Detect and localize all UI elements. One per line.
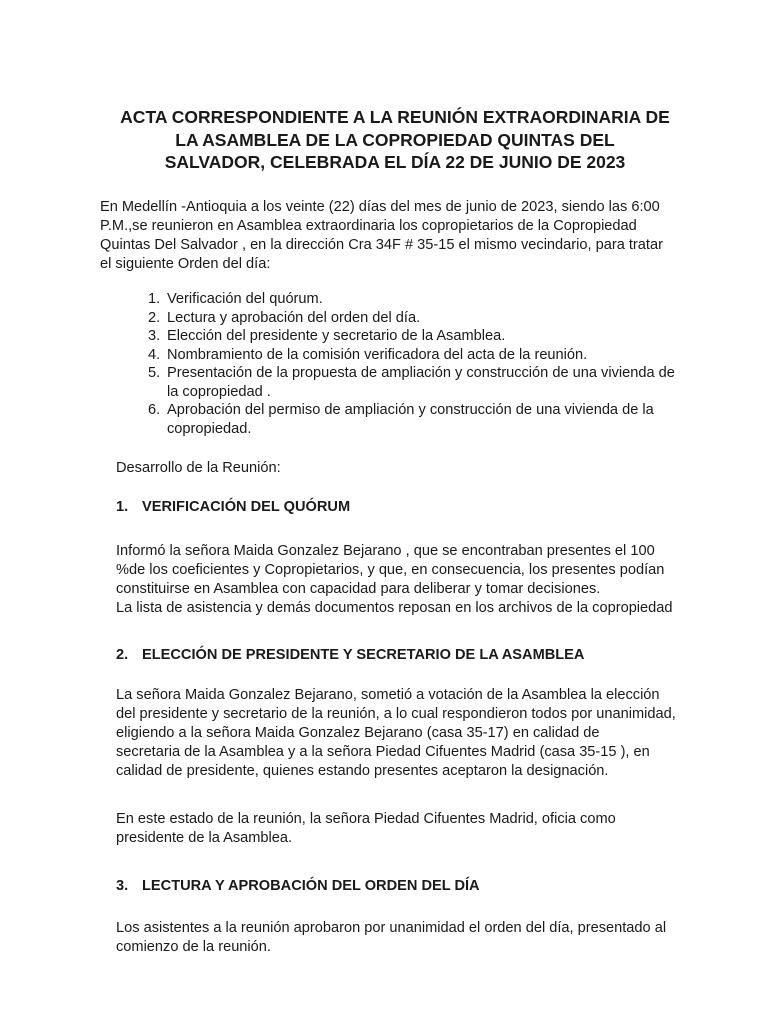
section-paragraph	[116, 542, 673, 618]
agenda-item	[148, 327, 690, 346]
agenda-item	[148, 364, 690, 401]
paragraph-line: secretaria de la Asamblea y a la señora Piedad Cifuentes Madrid (casa 35-15 ), en	[116, 744, 650, 760]
desarrollo-label	[116, 459, 281, 478]
agenda-item-text: Elección del presidente y secretario de la Asamblea.	[167, 328, 506, 344]
agenda-item-text: Nombramiento de la comisión verificadora del acta de la reunión.	[167, 346, 588, 363]
agenda-item-number: 1.	[148, 291, 161, 307]
section-title: VERIFICACIÓN DEL QUÓRUM	[142, 499, 351, 515]
paragraph-line: calidad de presidente, quienes estando presentes aceptaron la designación.	[116, 763, 609, 779]
paragraph-line: En este estado de la reunión, la señora Piedad Cifuentes Madrid, oficia como	[116, 811, 616, 827]
section-title: ELECCIÓN DE PRESIDENTE Y SECRETARIO DE LA ASAMBLEA	[142, 647, 585, 663]
intro-line: P.M.,se reunieron en Asamblea extraordinaria los copropietarios de la Copropiedad	[100, 218, 637, 234]
agenda-item-number: 5.	[148, 365, 161, 381]
paragraph-line: eligiendo a la señora Maida Gonzalez Bejarano (casa 35-17) en calidad de	[116, 725, 600, 741]
section-number: 3.	[116, 878, 129, 894]
paragraph-line: presidente de la Asamblea.	[116, 830, 293, 846]
agenda-item	[148, 309, 690, 328]
paragraph-line: %de los coeficientes y Copropietarios, y que, en consecuencia, los presentes podían	[116, 562, 665, 578]
agenda-item-text: Verificación del quórum.	[167, 291, 323, 307]
paragraph-line: constituirse en Asamblea con capacidad para deliberar y tomar decisiones.	[116, 581, 601, 597]
paragraph-line: comienzo de la reunión.	[116, 939, 271, 955]
section-paragraph	[116, 810, 616, 848]
section-paragraph	[116, 919, 666, 957]
agenda-item-text: copropiedad.	[167, 420, 252, 437]
title-line: LA ASAMBLEA DE LA COPROPIEDAD QUINTAS DEL	[175, 129, 615, 150]
intro-line: el siguiente Orden del día:	[100, 256, 271, 272]
agenda-item-text: la copropiedad .	[167, 383, 271, 400]
section-paragraph	[116, 686, 676, 781]
agenda-list	[148, 290, 690, 438]
agenda-item	[148, 401, 690, 438]
agenda-item-number: 4.	[148, 346, 161, 363]
paragraph-line: Los asistentes a la reunión aprobaron por unanimidad el orden del día, presentado al	[116, 920, 667, 936]
agenda-item-text: Aprobación del permiso de ampliación y construcción de una vivienda de la	[167, 402, 654, 418]
section-number: 1.	[116, 499, 129, 515]
title-line: ACTA CORRESPONDIENTE A LA REUNIÓN EXTRAORDINARIA DE	[120, 107, 670, 127]
intro-line: En Medellín -Antioquia a los veinte (22) días del mes de junio de 2023, siendo las 6:00	[100, 199, 660, 215]
section-title: LECTURA Y APROBACIÓN DEL ORDEN DEL DÍA	[142, 878, 480, 894]
agenda-item	[148, 290, 690, 309]
desarrollo-text: Desarrollo de la Reunión:	[116, 460, 281, 476]
intro-paragraph	[100, 198, 663, 274]
paragraph-line: La señora Maida Gonzalez Bejarano, sometió a votación de la Asamblea la elección	[116, 687, 660, 703]
paragraph-line: del presidente y secretario de la reunión, a lo cual respondieron todos por unanimidad,	[116, 706, 676, 722]
agenda-item-number: 6.	[148, 402, 161, 418]
paragraph-line: Informó la señora Maida Gonzalez Bejarano , que se encontraban presentes el 100	[116, 543, 655, 559]
title-line: SALVADOR, CELEBRADA EL DÍA 22 DE JUNIO DE 2023	[164, 152, 626, 172]
agenda-item-number: 3.	[148, 328, 161, 344]
section-heading	[116, 498, 350, 517]
agenda-item	[148, 346, 690, 365]
agenda-item-text: Presentación de la propuesta de ampliación y construcción de una vivienda de	[167, 365, 675, 381]
section-heading	[116, 646, 584, 665]
paragraph-line: La lista de asistencia y demás documentos reposan en los archivos de la copropiedad	[116, 600, 673, 616]
section-heading	[116, 877, 480, 896]
intro-line: Quintas Del Salvador , en la dirección Cra 34F # 35-15 el mismo vecindario, para tratar	[100, 237, 663, 253]
agenda-item-text: Lectura y aprobación del orden del día.	[167, 309, 421, 326]
agenda-item-number: 2.	[148, 309, 161, 326]
document-title	[95, 106, 695, 174]
section-number: 2.	[116, 647, 129, 663]
